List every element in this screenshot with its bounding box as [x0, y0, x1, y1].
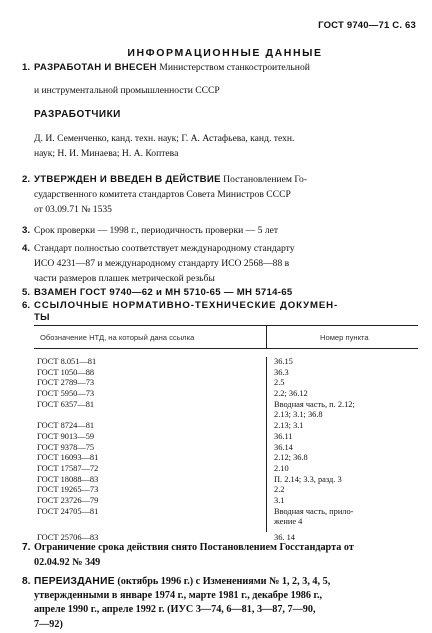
section-2-lead: УТВЕРЖДЕН И ВВЕДЕН В ДЕЙСТВИЕ [34, 174, 221, 185]
section-8 [22, 575, 418, 632]
col-item-header: Номер пункта [320, 332, 369, 342]
section-8-number: 8. [22, 576, 31, 587]
doc-cell: ГОСТ 8724—81 [37, 421, 95, 431]
item-column [267, 357, 418, 532]
item-cell: 3.1 [274, 495, 285, 505]
section-7 [22, 540, 418, 570]
developers-heading: РАЗРАБОТЧИКИ [34, 109, 121, 120]
section-1-line-1 [34, 60, 418, 75]
section-4-text-3: части размеров плашек метрической резьбы [34, 273, 215, 284]
section-5-number: 5. [22, 287, 31, 298]
section-4-text-1: Стандарт полностью соответствует международному стандарту [34, 243, 295, 254]
section-1-lead: РАЗРАБОТАН И ВНЕСЕН [34, 62, 157, 73]
doc-cell: ГОСТ 19265—73 [37, 485, 99, 495]
item-cell: 2.10 [274, 463, 289, 473]
section-2 [22, 172, 418, 217]
developers-line-1: Д. И. Семенченко, канд. техн. наук; Г. А. Астафьева, канд. техн. [34, 133, 295, 144]
item-cell: Вводная часть, прило- [274, 506, 354, 516]
section-2-text-2: сударственного комитета стандартов Совета Министров СССР [34, 189, 291, 200]
section-4 [22, 241, 418, 286]
item-cell: Вводная часть, п. 2.12; [274, 399, 355, 409]
section-8-text-4: 7—92) [34, 618, 63, 630]
section-2-number: 2. [22, 174, 31, 185]
section-3-text: Срок проверки — 1998 г., периодичность проверки — 5 лет [34, 225, 279, 236]
doc-cell: ГОСТ 16093—81 [37, 453, 99, 463]
item-cell: 36.14 [274, 442, 293, 452]
item-cell: 2.5 [274, 378, 285, 388]
section-8-text-1: (октябрь 1996 г.) с Изменениями № 1, 2, 3, 4, 5, [114, 576, 331, 587]
section-6-title-2: ТЫ [34, 312, 50, 323]
section-1-text-2: и инструментальной промышленности СССР [34, 85, 220, 96]
item-cell: 2.13; 3.1; 36.8 [274, 410, 323, 420]
info-title: ИНФОРМАЦИОННЫЕ ДАННЫЕ [127, 47, 323, 59]
doc-cell: ГОСТ 2789—73 [37, 378, 95, 388]
doc-cell: ГОСТ 9013—59 [37, 431, 95, 441]
item-cell: 2.13; 3.1 [274, 421, 304, 431]
item-cell: 2.2; 36.12 [274, 389, 308, 399]
section-1-number: 1. [22, 62, 31, 73]
item-cell: 36. 14 [274, 533, 295, 542]
doc-cell: ГОСТ 24705—81 [37, 506, 99, 516]
item-cell: 36.15 [274, 357, 293, 366]
doc-cell: ГОСТ 5950—73 [37, 389, 95, 399]
doc-cell: ГОСТ 17587—72 [37, 463, 99, 473]
doc-cell: ГОСТ 18088—83 [37, 474, 99, 484]
doc-cell: ГОСТ 23726—79 [37, 495, 99, 505]
section-7-text-1: Ограничение срока действия снято Постановлением Госстандарта от [34, 542, 354, 553]
item-cell: П. 2.14; 3.3, разд. 3 [274, 474, 342, 484]
doc-cell: ГОСТ 8.051—81 [37, 357, 97, 366]
section-2-text-1: Постановлением Го- [220, 174, 308, 185]
item-cell: 2.2 [274, 485, 285, 495]
section-4-text-2: ИСО 4231—87 и международному стандарту ИСО 2568—88 в [34, 258, 290, 269]
doc-cell: ГОСТ 9378—75 [37, 442, 95, 452]
reference-table [34, 325, 418, 544]
section-5-text: ВЗАМЕН ГОСТ 9740—62 и МН 5710-65 — МН 5714-65 [34, 287, 293, 298]
doc-cell: ГОСТ 6357—81 [37, 399, 95, 409]
section-8-lead: ПЕРЕИЗДАНИЕ [34, 576, 115, 587]
doc-cell: ГОСТ 25706—83 [37, 533, 99, 542]
item-cell: 36.3 [274, 367, 289, 377]
section-7-number: 7. [22, 542, 31, 553]
section-7-text-2: 02.04.92 № 349 [34, 557, 101, 568]
section-8-line-1 [34, 575, 418, 589]
doc-cell [34, 517, 266, 528]
doc-cell [34, 410, 266, 421]
section-2-line-1 [34, 172, 418, 187]
section-2-text-3: от 03.09.71 № 1535 [34, 204, 112, 215]
reference-table-header [34, 325, 418, 349]
section-6-number: 6. [22, 300, 31, 311]
page-header-ref: ГОСТ 9740—71 С. 63 [318, 20, 416, 31]
item-cell: жение 4 [274, 517, 303, 527]
item-cell: 2.12; 36.8 [274, 453, 308, 463]
doc-column [34, 357, 267, 532]
section-1 [22, 60, 418, 161]
section-3 [22, 223, 418, 238]
section-1-text-1: Министерством станкостроительной [156, 62, 310, 73]
doc-cell: ГОСТ 1050—88 [37, 367, 95, 377]
reference-table-body [34, 349, 418, 532]
section-6 [22, 298, 418, 325]
col-doc-header: Обозначение НТД, на который дана ссылка [34, 326, 267, 348]
item-cell: 36.11 [274, 431, 293, 441]
section-6-title-1: ССЫЛОЧНЫЕ НОРМАТИВНО-ТЕХНИЧЕСКИЕ ДОКУМЕН- [34, 300, 339, 311]
section-8-text-3: апреле 1990 г., апреле 1992 г. (ИУС 3—74, 6—81, 3—87, 7—90, [34, 604, 316, 616]
section-8-text-2: утвержденными в январе 1974 г., марте 1981 г., декабре 1986 г., [34, 590, 323, 602]
section-4-number: 4. [22, 243, 31, 254]
section-3-number: 3. [22, 225, 31, 236]
developers-line-2: наук; Н. И. Минаева; Н. А. Коптева [34, 148, 179, 159]
